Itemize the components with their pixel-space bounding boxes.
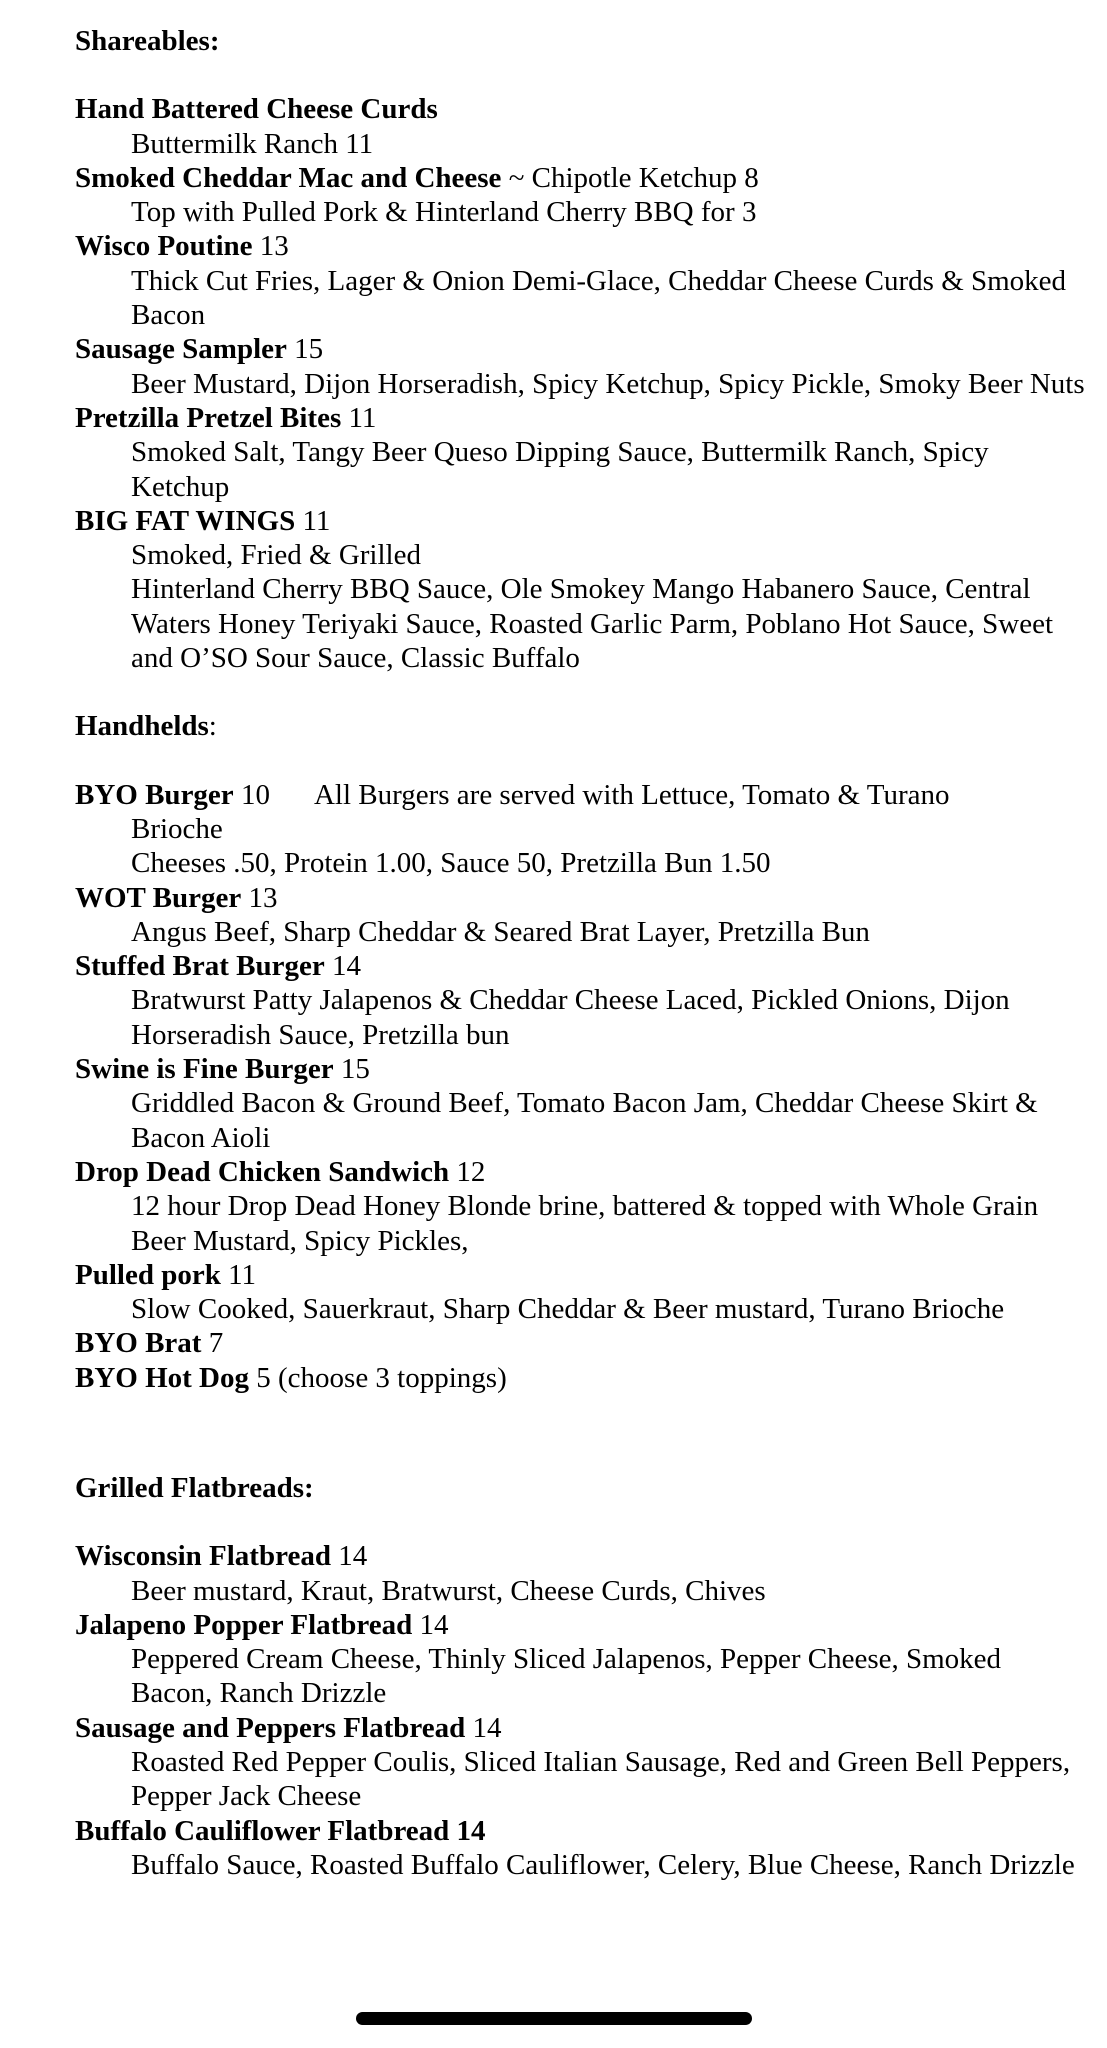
item-description: Beer mustard, Kraut, Bratwurst, Cheese Curds, Chives <box>131 1574 766 1607</box>
item-description: Top with Pulled Pork & Hinterland Cherry BBQ for 3 <box>131 196 757 229</box>
item-description: Angus Beef, Sharp Cheddar & Seared Brat Layer, Pretzilla Bun <box>131 915 870 948</box>
menu-item-wot-burger <box>75 881 1087 915</box>
menu-item-sausage-sampler <box>75 332 1087 366</box>
menu-item-wisconsin-flatbread <box>75 1539 1087 1573</box>
item-price: 11 <box>295 504 331 537</box>
spacer <box>75 1505 1087 1539</box>
item-price: 15 <box>286 333 324 366</box>
section-title-colon: : <box>208 710 217 743</box>
menu-item-cauliflower-flatbread <box>75 1814 1087 1848</box>
item-description: 12 hour Drop Dead Honey Blonde brine, battered & topped with Whole Grain Beer Mustard, Spicy Pickles, <box>131 1190 1039 1257</box>
item-description: Smoked, Fried & Grilled <box>131 539 421 572</box>
menu-document <box>75 24 1087 1882</box>
item-description: Thick Cut Fries, Lager & Onion Demi-Glace, Cheddar Cheese Curds & Smoked Bacon <box>131 264 1067 332</box>
item-extra: ~ Chipotle Ketchup 8 <box>501 161 759 194</box>
item-price: 14 <box>465 1711 502 1744</box>
item-name: Sausage Sampler <box>75 333 287 366</box>
item-price: 13 <box>241 881 278 914</box>
item-name: Hand Battered Cheese Curds <box>75 93 438 126</box>
menu-item-pulled-pork <box>75 1258 1087 1292</box>
item-description: Smoked Salt, Tangy Beer Queso Dipping Sauce, Buttermilk Ranch, Spicy Ketchup <box>131 436 989 503</box>
section-title-handhelds <box>75 709 1087 743</box>
item-description: Griddled Bacon & Ground Beef, Tomato Bacon Jam, Cheddar Cheese Skirt & Bacon Aioli <box>131 1087 1038 1154</box>
item-name: BYO Burger <box>75 778 234 811</box>
item-description: Buffalo Sauce, Roasted Buffalo Cauliflower, Celery, Blue Cheese, Ranch Drizzle <box>131 1848 1075 1881</box>
item-name: Pulled pork <box>75 1258 221 1291</box>
item-name: Swine is Fine Burger <box>75 1053 334 1086</box>
item-name: Sausage and Peppers Flatbread <box>75 1711 466 1744</box>
spacer <box>75 58 1087 92</box>
item-name: BYO Brat <box>75 1327 202 1360</box>
item-description: Slow Cooked, Sauerkraut, Sharp Cheddar & Beer mustard, Turano Brioche <box>131 1293 1005 1326</box>
home-indicator-bar[interactable] <box>356 2012 752 2025</box>
spacer <box>75 675 1087 709</box>
item-price: 15 <box>333 1053 370 1086</box>
menu-item-jalapeno-flatbread <box>75 1608 1087 1642</box>
spacer <box>75 744 1087 778</box>
menu-item-poutine <box>75 229 1087 263</box>
item-price: 14 <box>412 1608 449 1641</box>
item-name: Drop Dead Chicken Sandwich <box>75 1155 450 1188</box>
menu-item-pretzel-bites <box>75 401 1087 435</box>
item-name: Stuffed Brat Burger <box>75 950 325 983</box>
item-description: Peppered Cream Cheese, Thinly Sliced Jalapenos, Pepper Cheese, Smoked Bacon, Ranch Drizzle <box>131 1643 1002 1710</box>
menu-item-wings <box>75 504 1087 538</box>
menu-item-byo-brat <box>75 1326 1087 1360</box>
item-name: Jalapeno Popper Flatbread <box>75 1608 413 1641</box>
item-description: Cheeses .50, Protein 1.00, Sauce 50, Pretzilla Bun 1.50 <box>131 847 771 880</box>
item-description: Beer Mustard, Dijon Horseradish, Spicy Ketchup, Spicy Pickle, Smoky Beer Nuts <box>131 367 1085 400</box>
item-name: BIG FAT WINGS <box>75 504 296 537</box>
item-price: 11 <box>341 401 377 434</box>
menu-item-cheese-curds <box>75 92 1087 126</box>
item-description: Roasted Red Pepper Coulis, Sliced Italian Sausage, Red and Green Bell Peppers, Pepper Jack Cheese <box>131 1746 1071 1813</box>
spacer <box>75 1395 1087 1471</box>
item-price: 13 <box>252 230 289 263</box>
menu-item-swine-burger <box>75 1052 1087 1086</box>
item-price: 7 <box>201 1327 224 1360</box>
burger-note-continued: Brioche <box>131 812 223 845</box>
item-name: Wisco Poutine <box>75 230 253 263</box>
item-name: Buffalo Cauliflower Flatbread 14 <box>75 1814 486 1847</box>
item-price: 12 <box>449 1155 486 1188</box>
section-title-shareables: Shareables: <box>75 25 220 57</box>
item-description: Buttermilk Ranch 11 <box>131 127 374 160</box>
item-price: 14 <box>324 950 361 983</box>
item-name: Pretzilla Pretzel Bites <box>75 401 342 434</box>
item-price: 10 <box>233 778 270 811</box>
item-description: Bratwurst Patty Jalapenos & Cheddar Cheese Laced, Pickled Onions, Dijon Horseradish Sauce, Pretzilla bun <box>131 984 1010 1051</box>
item-description-sauces: Hinterland Cherry BBQ Sauce, Ole Smokey Mango Habanero Sauce, Central Waters Honey Teriyaki Sauce, Roasted Garlic Parm, Poblano Hot Sauce, Sweet and O’SO Sour Sauce, Classic Buffalo <box>131 573 1054 675</box>
menu-item-mac-and-cheese <box>75 161 1087 195</box>
menu-item-stuffed-brat-burger <box>75 949 1087 983</box>
section-title-text: Handhelds <box>75 710 209 743</box>
item-name: Smoked Cheddar Mac and Cheese <box>75 161 502 194</box>
item-price: 11 <box>220 1258 257 1291</box>
menu-item-byo-burger <box>75 778 1087 812</box>
burger-note: All Burgers are served with Lettuce, Tomato & Turano <box>313 778 950 811</box>
item-price: 14 <box>330 1540 368 1573</box>
item-name: WOT Burger <box>75 881 242 914</box>
section-title-flatbreads: Grilled Flatbreads: <box>75 1471 314 1504</box>
item-name: BYO Hot Dog <box>75 1361 249 1394</box>
menu-item-byo-hot-dog <box>75 1361 1087 1395</box>
menu-item-chicken-sandwich <box>75 1155 1087 1189</box>
menu-item-sausage-peppers-flatbread <box>75 1711 1087 1745</box>
item-name: Wisconsin Flatbread <box>75 1540 331 1573</box>
item-price: 5 (choose 3 toppings) <box>249 1361 507 1394</box>
